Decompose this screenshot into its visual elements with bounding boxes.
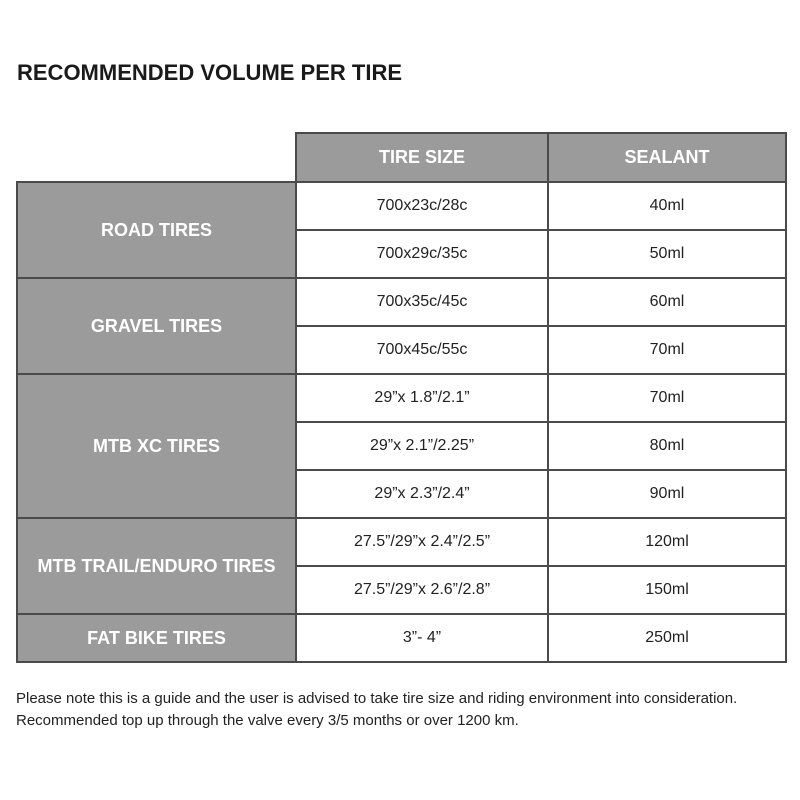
sealant-cell: 120ml	[548, 518, 786, 566]
sealant-cell: 80ml	[548, 422, 786, 470]
tire-size-cell: 700x35c/45c	[296, 278, 548, 326]
category-mtb-xc-tires: MTB XC TIRES	[17, 374, 296, 518]
category-road-tires: ROAD TIRES	[17, 182, 296, 278]
sealant-cell: 60ml	[548, 278, 786, 326]
tire-size-cell: 29”x 2.3”/2.4”	[296, 470, 548, 518]
sealant-cell: 150ml	[548, 566, 786, 614]
table-row	[17, 278, 786, 326]
tire-size-cell: 27.5”/29”x 2.6”/2.8”	[296, 566, 548, 614]
tire-size-cell: 27.5”/29”x 2.4”/2.5”	[296, 518, 548, 566]
table-row	[17, 374, 786, 422]
tire-size-cell: 700x45c/55c	[296, 326, 548, 374]
category-fat-bike-tires: FAT BIKE TIRES	[17, 614, 296, 662]
table-row	[17, 182, 786, 230]
sealant-cell: 40ml	[548, 182, 786, 230]
sealant-cell: 70ml	[548, 374, 786, 422]
header-sealant: SEALANT	[548, 133, 786, 182]
sealant-cell: 50ml	[548, 230, 786, 278]
tire-size-cell: 3”- 4”	[296, 614, 548, 662]
category-mtb-trail-enduro-tires: MTB TRAIL/ENDURO TIRES	[17, 518, 296, 614]
page-title: RECOMMENDED VOLUME PER TIRE	[17, 60, 403, 85]
footnote-line-2: Recommended top up through the valve every 3/5 months or over 1200 km.	[16, 712, 519, 729]
sealant-cell: 70ml	[548, 326, 786, 374]
sealant-cell: 250ml	[548, 614, 786, 662]
header-tire-size: TIRE SIZE	[296, 133, 548, 182]
tire-size-cell: 29”x 2.1”/2.25”	[296, 422, 548, 470]
table-row	[17, 614, 786, 662]
category-gravel-tires: GRAVEL TIRES	[17, 278, 296, 374]
header-blank-cell	[17, 133, 296, 182]
tire-size-cell: 29”x 1.8”/2.1”	[296, 374, 548, 422]
sealant-volume-table	[16, 132, 787, 663]
sealant-cell: 90ml	[548, 470, 786, 518]
table-header-row	[17, 133, 786, 182]
tire-size-cell: 700x23c/28c	[296, 182, 548, 230]
footnote	[16, 688, 798, 732]
tire-size-cell: 700x29c/35c	[296, 230, 548, 278]
footnote-line-1: Please note this is a guide and the user is advised to take tire size and riding environment into consideration.	[16, 690, 738, 707]
table-row	[17, 518, 786, 566]
